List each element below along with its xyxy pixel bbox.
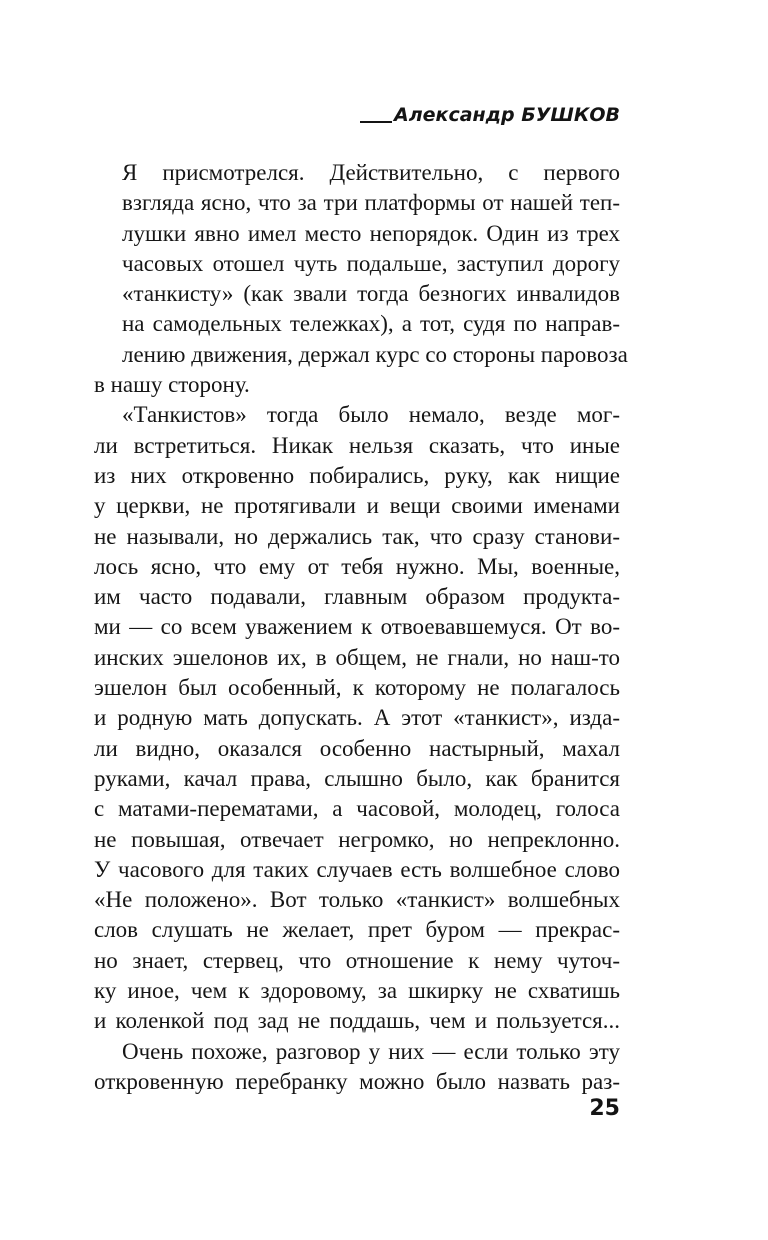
text-line: лушки явно имел место непорядок. Один из трех — [122, 220, 620, 246]
body-text — [94, 158, 628, 1097]
text-line: лось ясно, что ему от тебя нужно. Мы, военные, — [94, 553, 620, 579]
text-line: откровенную перебранку можно было назвать раз- — [94, 1068, 620, 1094]
text-line: ли встретиться. Никак нельзя сказать, что иные — [94, 432, 620, 458]
text-line: ку иное, чем к здоровому, за шкирку не схватишь — [94, 978, 620, 1004]
text-line: и родную мать допускать. А этот «танкист», изда- — [94, 705, 620, 731]
text-line: «Танкистов» тогда было немало, везде мог- — [122, 402, 620, 428]
text-line: не повышая, отвечает негромко, но непреклонно. — [94, 826, 620, 852]
text-line: в нашу сторону. — [94, 372, 250, 398]
text-line: с матами-перематами, а часовой, молодец, голоса — [94, 796, 620, 822]
text-line: у церкви, не протягивали и вещи своими именами — [94, 493, 620, 519]
text-line: «Не положено». Вот только «танкист» волшебных — [94, 887, 620, 913]
text-line: Очень похоже, разговор у них — если только эту — [122, 1038, 620, 1064]
text-line: часовых отошел чуть подальше, заступил дорогу — [122, 250, 620, 276]
text-line: им часто подавали, главным образом продукта- — [94, 584, 620, 610]
text-line: слов слушать не желает, прет буром — прекрас- — [94, 917, 620, 943]
text-line: на самодельных тележках), а тот, судя по направ- — [122, 311, 620, 337]
text-line: эшелон был особенный, к которому не полагалось — [94, 675, 620, 701]
text-line: взгляда ясно, что за три платформы от нашей теп- — [122, 190, 620, 216]
header-rule — [360, 121, 392, 123]
text-line: У часового для таких случаев есть волшебное слово — [94, 856, 620, 882]
paragraph-1 — [94, 158, 628, 400]
text-line: но знает, стервец, что отношение к нему чуточ- — [94, 947, 620, 973]
text-line: лению движения, держал курс со стороны паровоза — [122, 341, 628, 367]
page-number: 25 — [589, 1096, 620, 1121]
author-name: Александр БУШКОВ — [394, 104, 620, 126]
text-line: ли видно, оказался особенно настырный, махал — [94, 735, 620, 761]
text-line: ми — со всем уважением к отвоевавшемуся. От во- — [94, 614, 620, 640]
text-line: не называли, но держались так, что сразу станови- — [94, 523, 620, 549]
running-head — [360, 104, 620, 126]
text-line: и коленкой под зад не поддашь, чем и пользуется... — [94, 1008, 620, 1034]
text-line: «танкисту» (как звали тогда безногих инвалидов — [122, 281, 620, 307]
text-line: Я присмотрелся. Действительно, с первого — [122, 160, 620, 185]
paragraph-2 — [94, 400, 620, 1036]
paragraph-3 — [94, 1037, 620, 1098]
text-line: руками, качал права, слышно было, как бранится — [94, 765, 620, 791]
text-line: инских эшелонов их, в общем, не гнали, но наш-то — [94, 644, 620, 670]
text-line: из них откровенно побирались, руку, как нищие — [94, 462, 620, 488]
